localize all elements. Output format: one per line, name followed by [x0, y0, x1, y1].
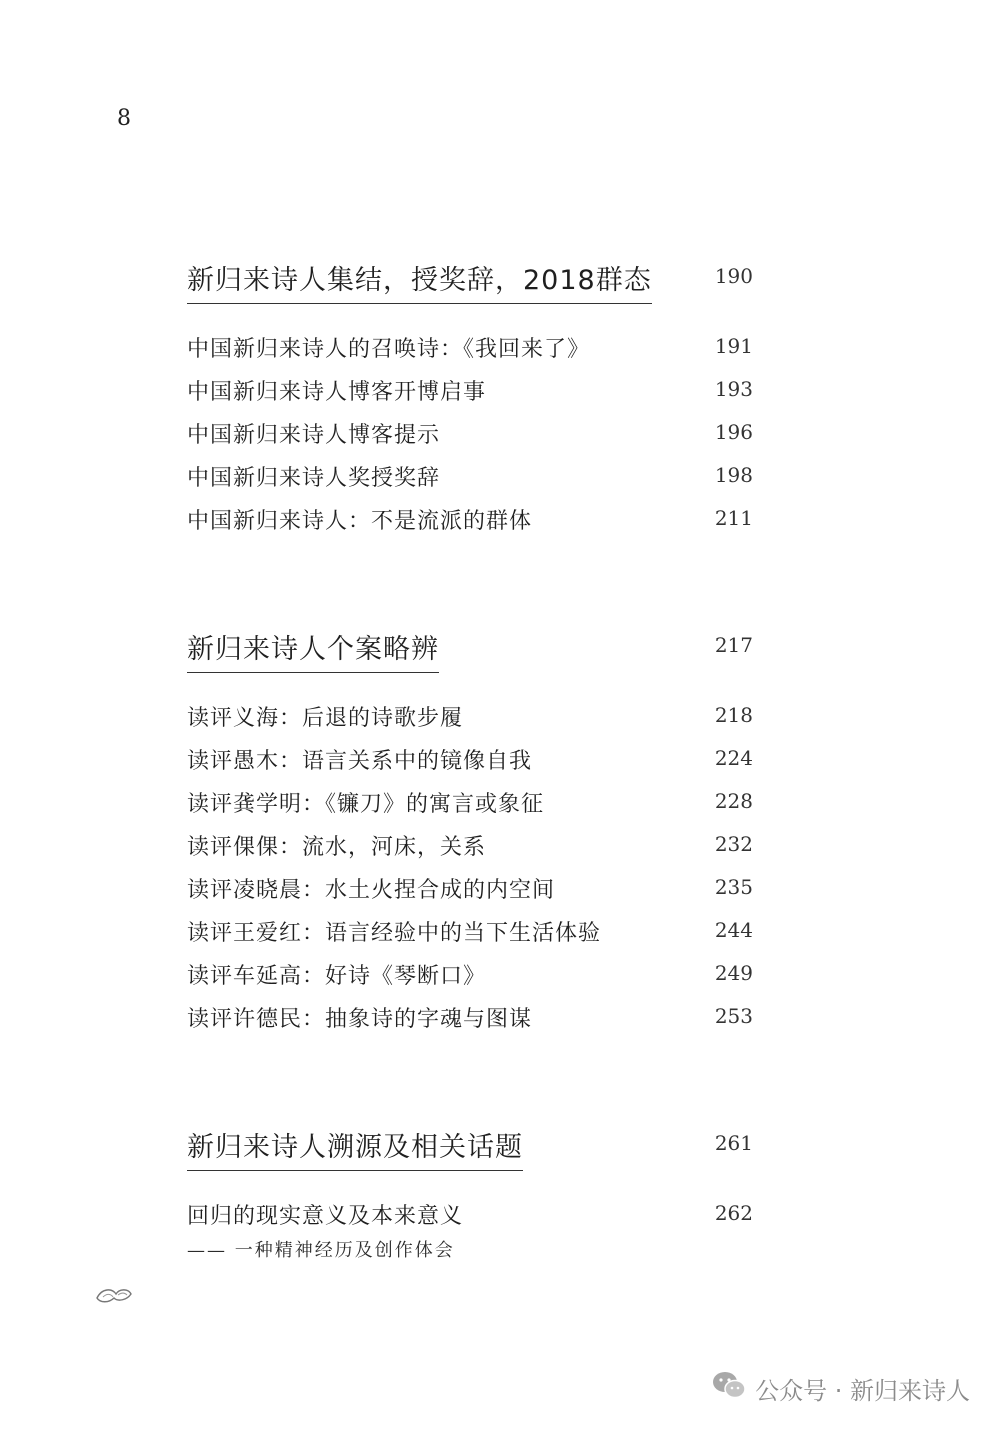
toc-entry	[187, 787, 753, 830]
entry-page-number: 224	[714, 746, 753, 770]
toc-entry	[187, 959, 753, 1002]
toc-entry	[187, 916, 753, 959]
entry-page-number: 262	[714, 1201, 753, 1225]
entry-title: 读评车延高：好诗《琴断口》	[187, 964, 487, 989]
entry-title: 中国新归来诗人的召唤诗：《我回来了》	[187, 337, 591, 362]
decorative-ornament-icon	[94, 1284, 134, 1310]
toc-entry	[187, 830, 753, 873]
toc-entry	[187, 1002, 753, 1045]
toc-section	[187, 258, 753, 547]
entry-page-number: 235	[714, 875, 753, 899]
section-header	[187, 258, 753, 304]
watermark-text: 公众号 · 新归来诗人	[755, 1376, 970, 1405]
toc-entry	[187, 418, 753, 461]
section-page-number: 190	[714, 264, 753, 288]
entry-page-number: 198	[714, 463, 753, 487]
entry-title: 读评许德民：抽象诗的字魂与图谋	[187, 1007, 533, 1032]
toc-entry	[187, 873, 753, 916]
toc-entry	[187, 1199, 753, 1242]
watermark	[711, 1370, 970, 1406]
entry-list	[187, 1199, 753, 1262]
entry-title: 中国新归来诗人博客开博启事	[187, 380, 487, 405]
entry-page-number: 228	[714, 789, 753, 813]
toc-entry	[187, 461, 753, 504]
entry-page-number: 193	[714, 377, 753, 401]
entry-page-number: 244	[714, 918, 753, 942]
section-title: 新归来诗人集结，授奖辞，2018群态	[187, 258, 652, 304]
toc-entry	[187, 701, 753, 744]
toc-section	[187, 627, 753, 1045]
section-title: 新归来诗人溯源及相关话题	[187, 1125, 523, 1171]
page-number: 8	[117, 106, 131, 131]
entry-title: 读评凌晓晨：水土火捏合成的内空间	[187, 878, 556, 903]
entry-title: 中国新归来诗人：不是流派的群体	[187, 509, 533, 534]
toc-entry	[187, 375, 753, 418]
entry-title: 中国新归来诗人博客提示	[187, 423, 441, 448]
toc-entry	[187, 744, 753, 787]
section-title: 新归来诗人个案略辨	[187, 627, 439, 673]
toc-section	[187, 1125, 753, 1262]
entry-title: 中国新归来诗人奖授奖辞	[187, 466, 441, 491]
entry-title: 读评义海：后退的诗歌步履	[187, 706, 464, 731]
toc-entry	[187, 332, 753, 375]
entry-title: 回归的现实意义及本来意义	[187, 1204, 464, 1229]
section-header	[187, 1125, 753, 1171]
entry-list	[187, 701, 753, 1045]
entry-page-number: 232	[714, 832, 753, 856]
entry-page-number: 211	[714, 506, 753, 530]
entry-title: 读评王爱红：语言经验中的当下生活体验	[187, 921, 602, 946]
entry-page-number: 191	[714, 334, 753, 358]
wechat-icon	[711, 1370, 747, 1406]
entry-title: 读评愚木：语言关系中的镜像自我	[187, 749, 533, 774]
section-page-number: 261	[714, 1131, 753, 1155]
section-page-number: 217	[714, 633, 753, 657]
toc-entry	[187, 504, 753, 547]
section-header	[187, 627, 753, 673]
entry-subtitle: —— 一种精神经历及创作体会	[187, 1240, 455, 1261]
entry-title: 读评龚学明：《镰刀》的寓言或象征	[187, 792, 545, 817]
entry-page-number: 196	[714, 420, 753, 444]
entry-list	[187, 332, 753, 547]
entry-page-number: 253	[714, 1004, 753, 1028]
entry-page-number: 218	[714, 703, 753, 727]
entry-page-number: 249	[714, 961, 753, 985]
entry-title: 读评倮倮：流水，河床，关系	[187, 835, 487, 860]
